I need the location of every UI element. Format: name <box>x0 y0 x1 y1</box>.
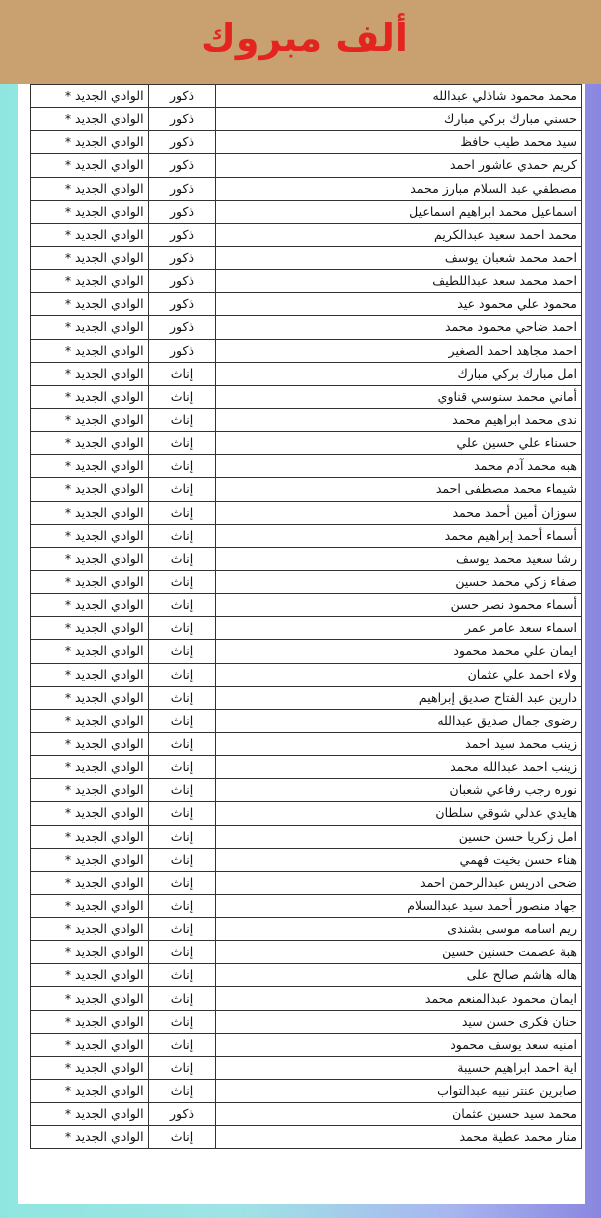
table-row <box>31 200 582 223</box>
table-row <box>31 293 582 316</box>
table-row <box>31 594 582 617</box>
gender-cell: ذكور <box>148 85 216 108</box>
table-row <box>31 1080 582 1103</box>
governorate-cell: الوادي الجديد * <box>31 270 149 293</box>
table-row <box>31 1033 582 1056</box>
table-row <box>31 1126 582 1149</box>
governorate-cell: الوادي الجديد * <box>31 1103 149 1126</box>
student-name-cell: نوره رجب رفاعي شعبان <box>216 779 582 802</box>
page-title: ألف مبروك <box>201 16 408 60</box>
student-name-cell: منار محمد عطية محمد <box>216 1126 582 1149</box>
gender-cell: إناث <box>148 385 216 408</box>
student-name-cell: سوزان أمين أحمد محمد <box>216 501 582 524</box>
table-row <box>31 524 582 547</box>
gender-cell: إناث <box>148 987 216 1010</box>
governorate-cell: الوادي الجديد * <box>31 385 149 408</box>
governorate-cell: الوادي الجديد * <box>31 1056 149 1079</box>
table-row <box>31 131 582 154</box>
table-row <box>31 663 582 686</box>
governorate-cell: الوادي الجديد * <box>31 964 149 987</box>
student-name-cell: أماني محمد سنوسي قناوي <box>216 385 582 408</box>
student-name-cell: دارين عبد الفتاح صديق إبراهيم <box>216 686 582 709</box>
table-row <box>31 432 582 455</box>
gender-cell: إناث <box>148 640 216 663</box>
governorate-cell: الوادي الجديد * <box>31 293 149 316</box>
gender-cell: إناث <box>148 871 216 894</box>
table-row <box>31 686 582 709</box>
gender-cell: إناث <box>148 1126 216 1149</box>
governorate-cell: الوادي الجديد * <box>31 501 149 524</box>
student-name-cell: صفاء زكي محمد حسين <box>216 570 582 593</box>
governorate-cell: الوادي الجديد * <box>31 408 149 431</box>
student-name-cell: ولاء احمد علي عثمان <box>216 663 582 686</box>
student-name-cell: اية احمد ابراهيم حسيبة <box>216 1056 582 1079</box>
table-row <box>31 732 582 755</box>
governorate-cell: الوادي الجديد * <box>31 1126 149 1149</box>
table-row <box>31 108 582 131</box>
gender-cell: إناث <box>148 894 216 917</box>
gender-cell: ذكور <box>148 316 216 339</box>
table-row <box>31 316 582 339</box>
student-name-cell: محمد احمد سعيد عبدالكريم <box>216 223 582 246</box>
student-name-cell: اسماء سعد عامر عمر <box>216 617 582 640</box>
governorate-cell: الوادي الجديد * <box>31 825 149 848</box>
student-name-cell: احمد مجاهد احمد الصغير <box>216 339 582 362</box>
gender-cell: إناث <box>148 686 216 709</box>
student-name-cell: حسناء علي حسين علي <box>216 432 582 455</box>
gender-cell: ذكور <box>148 223 216 246</box>
governorate-cell: الوادي الجديد * <box>31 756 149 779</box>
table-row <box>31 825 582 848</box>
gender-cell: إناث <box>148 524 216 547</box>
gender-cell: إناث <box>148 918 216 941</box>
student-name-cell: شيماء محمد مصطفى احمد <box>216 478 582 501</box>
gender-cell: إناث <box>148 802 216 825</box>
student-name-cell: هايدي عدلي شوقي سلطان <box>216 802 582 825</box>
student-name-cell: هناء حسن بخيت فهمي <box>216 848 582 871</box>
gender-cell: إناث <box>148 825 216 848</box>
governorate-cell: الوادي الجديد * <box>31 918 149 941</box>
gender-cell: إناث <box>148 779 216 802</box>
student-name-cell: مصطفي عبد السلام مبارز محمد <box>216 177 582 200</box>
table-row <box>31 177 582 200</box>
table-row <box>31 362 582 385</box>
student-name-cell: اسماعيل محمد ابراهيم اسماعيل <box>216 200 582 223</box>
governorate-cell: الوادي الجديد * <box>31 709 149 732</box>
results-sheet <box>18 84 585 1204</box>
student-name-cell: رشا سعيد محمد يوسف <box>216 547 582 570</box>
governorate-cell: الوادي الجديد * <box>31 432 149 455</box>
gender-cell: ذكور <box>148 131 216 154</box>
gender-cell: إناث <box>148 964 216 987</box>
table-row <box>31 848 582 871</box>
governorate-cell: الوادي الجديد * <box>31 732 149 755</box>
student-name-cell: احمد محمد سعد عبداللطيف <box>216 270 582 293</box>
table-row <box>31 1056 582 1079</box>
student-name-cell: هاله هاشم صالح على <box>216 964 582 987</box>
gender-cell: إناث <box>148 732 216 755</box>
governorate-cell: الوادي الجديد * <box>31 1033 149 1056</box>
table-row <box>31 455 582 478</box>
governorate-cell: الوادي الجديد * <box>31 131 149 154</box>
gender-cell: إناث <box>148 1010 216 1033</box>
governorate-cell: الوادي الجديد * <box>31 246 149 269</box>
governorate-cell: الوادي الجديد * <box>31 686 149 709</box>
table-row <box>31 802 582 825</box>
table-row <box>31 547 582 570</box>
governorate-cell: الوادي الجديد * <box>31 108 149 131</box>
governorate-cell: الوادي الجديد * <box>31 547 149 570</box>
student-name-cell: امل مبارك بركي مبارك <box>216 362 582 385</box>
governorate-cell: الوادي الجديد * <box>31 177 149 200</box>
gender-cell: ذكور <box>148 270 216 293</box>
student-name-cell: سيد محمد طيب حافظ <box>216 131 582 154</box>
table-row <box>31 270 582 293</box>
gender-cell: إناث <box>148 408 216 431</box>
table-row <box>31 1103 582 1126</box>
governorate-cell: الوادي الجديد * <box>31 941 149 964</box>
governorate-cell: الوادي الجديد * <box>31 848 149 871</box>
table-row <box>31 918 582 941</box>
table-row <box>31 709 582 732</box>
governorate-cell: الوادي الجديد * <box>31 663 149 686</box>
student-name-cell: امل زكريا حسن حسين <box>216 825 582 848</box>
student-name-cell: كريم حمدي عاشور احمد <box>216 154 582 177</box>
table-row <box>31 570 582 593</box>
governorate-cell: الوادي الجديد * <box>31 339 149 362</box>
student-name-cell: جهاد منصور أحمد سيد عبدالسلام <box>216 894 582 917</box>
student-name-cell: ايمان علي محمد محمود <box>216 640 582 663</box>
gender-cell: ذكور <box>148 154 216 177</box>
table-row <box>31 756 582 779</box>
table-row <box>31 640 582 663</box>
results-table-body <box>31 85 582 1149</box>
gender-cell: إناث <box>148 478 216 501</box>
student-name-cell: هبه محمد آدم محمد <box>216 455 582 478</box>
table-row <box>31 779 582 802</box>
student-name-cell: أسماء أحمد إبراهيم محمد <box>216 524 582 547</box>
table-row <box>31 964 582 987</box>
governorate-cell: الوادي الجديد * <box>31 223 149 246</box>
gender-cell: ذكور <box>148 293 216 316</box>
student-name-cell: صابرين عنتر نبيه عبدالتواب <box>216 1080 582 1103</box>
table-row <box>31 987 582 1010</box>
table-row <box>31 871 582 894</box>
gender-cell: إناث <box>148 756 216 779</box>
student-name-cell: حسني مبارك بركي مبارك <box>216 108 582 131</box>
gender-cell: إناث <box>148 663 216 686</box>
student-name-cell: ريم اسامه موسى بشندى <box>216 918 582 941</box>
gender-cell: إناث <box>148 1056 216 1079</box>
student-name-cell: زينب احمد عبدالله محمد <box>216 756 582 779</box>
table-row <box>31 339 582 362</box>
governorate-cell: الوادي الجديد * <box>31 1010 149 1033</box>
table-row <box>31 501 582 524</box>
gender-cell: ذكور <box>148 1103 216 1126</box>
table-row <box>31 223 582 246</box>
governorate-cell: الوادي الجديد * <box>31 802 149 825</box>
gender-cell: إناث <box>148 594 216 617</box>
student-name-cell: احمد ضاحي محمود محمد <box>216 316 582 339</box>
student-name-cell: احمد محمد شعبان يوسف <box>216 246 582 269</box>
table-row <box>31 617 582 640</box>
governorate-cell: الوادي الجديد * <box>31 362 149 385</box>
governorate-cell: الوادي الجديد * <box>31 200 149 223</box>
governorate-cell: الوادي الجديد * <box>31 455 149 478</box>
gender-cell: إناث <box>148 1080 216 1103</box>
governorate-cell: الوادي الجديد * <box>31 779 149 802</box>
student-name-cell: ايمان محمود عبدالمنعم محمد <box>216 987 582 1010</box>
table-row <box>31 385 582 408</box>
gender-cell: إناث <box>148 617 216 640</box>
gender-cell: إناث <box>148 709 216 732</box>
gender-cell: إناث <box>148 570 216 593</box>
student-name-cell: ندى محمد ابراهيم محمد <box>216 408 582 431</box>
student-name-cell: محمود علي محمود عيد <box>216 293 582 316</box>
gender-cell: ذكور <box>148 200 216 223</box>
student-name-cell: هبة عصمت حسنين حسين <box>216 941 582 964</box>
gender-cell: ذكور <box>148 339 216 362</box>
table-row <box>31 941 582 964</box>
gender-cell: ذكور <box>148 246 216 269</box>
governorate-cell: الوادي الجديد * <box>31 478 149 501</box>
student-name-cell: أسماء محمود نصر حسن <box>216 594 582 617</box>
gender-cell: ذكور <box>148 108 216 131</box>
gender-cell: إناث <box>148 455 216 478</box>
table-row <box>31 408 582 431</box>
governorate-cell: الوادي الجديد * <box>31 987 149 1010</box>
gender-cell: إناث <box>148 547 216 570</box>
governorate-cell: الوادي الجديد * <box>31 524 149 547</box>
gender-cell: إناث <box>148 848 216 871</box>
governorate-cell: الوادي الجديد * <box>31 85 149 108</box>
header-banner <box>0 0 601 84</box>
table-row <box>31 154 582 177</box>
governorate-cell: الوادي الجديد * <box>31 570 149 593</box>
results-table <box>30 84 582 1149</box>
gender-cell: إناث <box>148 1033 216 1056</box>
table-row <box>31 246 582 269</box>
gender-cell: إناث <box>148 501 216 524</box>
table-row <box>31 1010 582 1033</box>
student-name-cell: محمد محمود شاذلي عبدالله <box>216 85 582 108</box>
table-row <box>31 85 582 108</box>
student-name-cell: محمد سيد حسين عثمان <box>216 1103 582 1126</box>
table-row <box>31 894 582 917</box>
governorate-cell: الوادي الجديد * <box>31 871 149 894</box>
governorate-cell: الوادي الجديد * <box>31 154 149 177</box>
gender-cell: إناث <box>148 432 216 455</box>
gender-cell: إناث <box>148 941 216 964</box>
table-row <box>31 478 582 501</box>
student-name-cell: رضوى جمال صديق عبدالله <box>216 709 582 732</box>
governorate-cell: الوادي الجديد * <box>31 640 149 663</box>
governorate-cell: الوادي الجديد * <box>31 617 149 640</box>
governorate-cell: الوادي الجديد * <box>31 316 149 339</box>
student-name-cell: حنان فكرى حسن سيد <box>216 1010 582 1033</box>
governorate-cell: الوادي الجديد * <box>31 894 149 917</box>
student-name-cell: زينب محمد سيد احمد <box>216 732 582 755</box>
gender-cell: ذكور <box>148 177 216 200</box>
governorate-cell: الوادي الجديد * <box>31 1080 149 1103</box>
governorate-cell: الوادي الجديد * <box>31 594 149 617</box>
student-name-cell: امنيه سعد يوسف محمود <box>216 1033 582 1056</box>
student-name-cell: ضحى ادريس عبدالرحمن احمد <box>216 871 582 894</box>
gender-cell: إناث <box>148 362 216 385</box>
